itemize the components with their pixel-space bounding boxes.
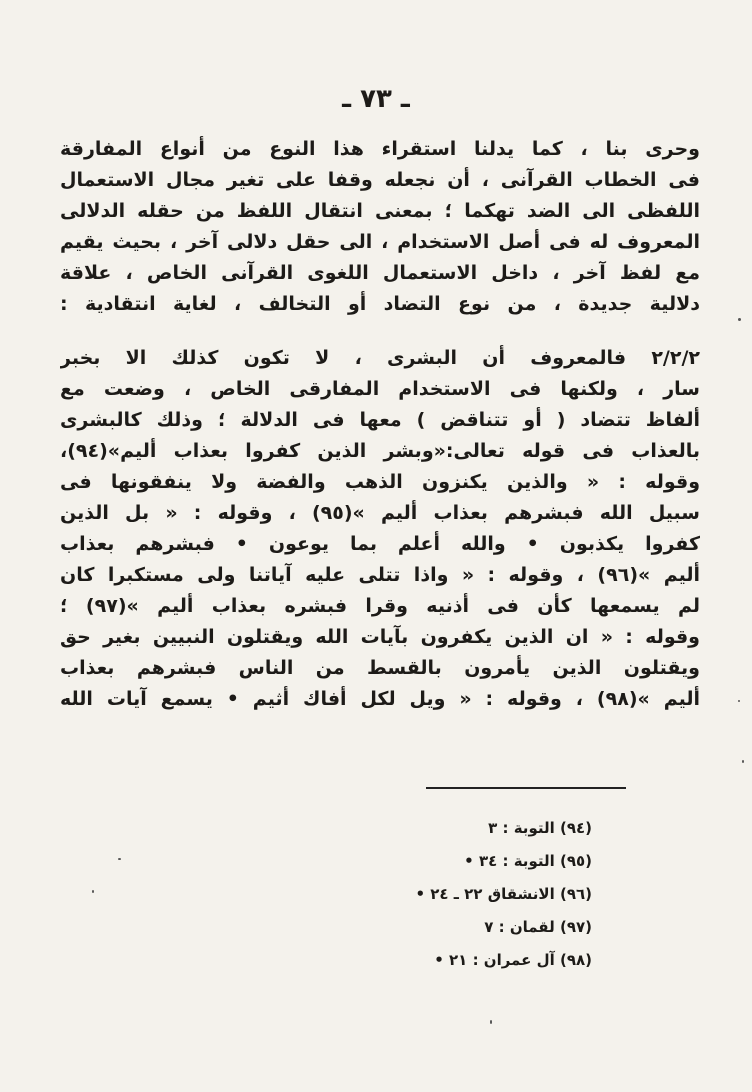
scan-speck xyxy=(490,1020,492,1024)
page-number: ـ ٧٣ ـ xyxy=(342,84,410,114)
text-line: ويقتلون الذين يأمرون بالقسط من الناس فبشرهم بعذاب xyxy=(60,657,700,679)
scan-speck xyxy=(738,700,740,702)
scan-speck xyxy=(742,760,744,763)
text-line: المعروف له فى أصل الاستخدام ، الى حقل دلالى آخر ، بحيث يقيم xyxy=(60,231,700,253)
text-line: وقوله : « ان الذين يكفرون بآيات الله ويقتلون النبيين بغير حق xyxy=(60,626,700,648)
text-line: دلالية جديدة ، من نوع التضاد أو التخالف ، لغاية انتقادية : xyxy=(60,293,700,315)
text-line: مع لفظ آخر ، داخل الاستعمال اللغوى القرآنى الخاص ، علاقة xyxy=(60,262,700,284)
text-line: فى الخطاب القرآنى ، أن نجعله وقفا على تغير مجال الاستعمال xyxy=(60,169,700,191)
footnote: (٩٨) آل عمران : ٢١ • xyxy=(434,951,592,969)
text-line: سبيل الله فبشرهم بعذاب أليم »(٩٥) ، وقوله : « بل الذين xyxy=(60,502,700,524)
text-line: اللفظى الى الضد تهكما ؛ بمعنى انتقال اللفظ من حقله الدلالى xyxy=(60,200,700,222)
text-line: أليم »(٩٦) ، وقوله : « واذا تتلى عليه آياتنا ولى مستكبرا كان xyxy=(60,564,700,586)
text-line: أليم »(٩٨) ، وقوله : « ويل لكل أفاك أثيم • يسمع آيات الله xyxy=(60,688,700,710)
scan-speck xyxy=(92,890,94,893)
text-line: وحرى بنا ، كما يدلنا استقراء هذا النوع من أنواع المفارقة xyxy=(60,138,700,160)
footnote: (٩٥) التوبة : ٣٤ • xyxy=(464,852,592,870)
text-line: ٢/٢/٢ فالمعروف أن البشرى ، لا تكون كذلك الا بخبر xyxy=(60,347,700,369)
scan-speck xyxy=(118,858,121,860)
text-line: ألفاظ تتضاد ( أو تتناقض ) معها فى الدلالة ؛ وذلك كالبشرى xyxy=(60,409,700,431)
footnote: (٩٦) الانشقاق ٢٢ ـ ٢٤ • xyxy=(415,885,592,903)
footnote: (٩٤) التوبة : ٣ xyxy=(488,819,592,837)
paragraph-1 xyxy=(60,134,700,320)
footnote-separator xyxy=(426,787,626,789)
text-line: وقوله : « والذين يكنزون الذهب والفضة ولا ينفقونها فى xyxy=(60,471,700,493)
footnote: (٩٧) لقمان : ٧ xyxy=(484,918,592,936)
text-line: لم يسمعها كأن فى أذنيه وقرا فبشره بعذاب أليم »(٩٧) ؛ xyxy=(60,595,700,617)
text-line: سار ، ولكنها فى الاستخدام المفارقى الخاص ، وضعت مع xyxy=(60,378,700,400)
paragraph-2 xyxy=(60,343,700,715)
footnotes xyxy=(332,812,592,977)
scan-speck xyxy=(738,318,741,321)
text-line: بالعذاب فى قوله تعالى:«وبشر الذين كفروا بعذاب أليم»(٩٤)، xyxy=(60,440,700,462)
text-line: كفروا يكذبون • والله أعلم بما يوعون • فبشرهم بعذاب xyxy=(60,533,700,555)
